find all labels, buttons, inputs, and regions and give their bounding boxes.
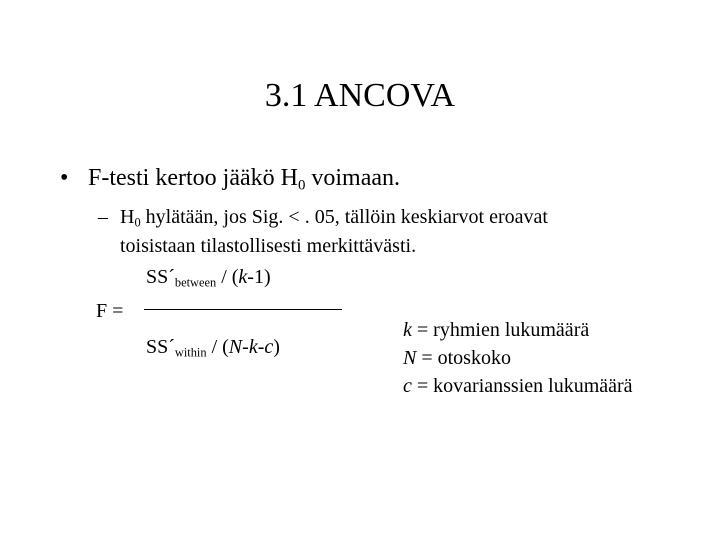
subscript-between: between (174, 275, 217, 290)
definition-symbol: N (403, 347, 417, 369)
numerator-text: / ( (216, 266, 239, 288)
bullet2-line-2: toisistaan tilastollisesti merkittävästi. (120, 235, 417, 257)
ss-symbol: SS´ (146, 266, 175, 288)
formula-denominator (146, 334, 280, 360)
definition-row (403, 344, 633, 372)
definition-row (403, 372, 633, 400)
fraction-line (144, 309, 342, 310)
definition-symbol: k (403, 319, 412, 341)
variable-definitions (403, 316, 633, 400)
denominator-text: / ( (206, 336, 229, 358)
definition-text: = kovarianssien lukumäärä (411, 375, 633, 397)
bullet2-line-1 (98, 203, 698, 232)
subscript-within: within (174, 345, 207, 360)
denominator-text-end: ) (273, 336, 280, 358)
dash-marker: – (98, 206, 108, 228)
definition-text: = ryhmien lukumäärä (411, 319, 590, 341)
definition-symbol: c (403, 375, 412, 397)
bullet2-line-1-text: hylätään, jos Sig. < . 05, tällöin keskiarvot eroavat (140, 206, 548, 228)
bullet-level-1 (60, 162, 400, 194)
bullet-level-2 (98, 203, 698, 261)
bullet-marker: • (60, 165, 69, 191)
bullet-text: F-testi kertoo jääkö H (88, 165, 298, 191)
definition-text: = otoskoko (416, 347, 511, 369)
subscript: 0 (297, 177, 306, 194)
k-variable: k (248, 336, 258, 358)
n-variable: N (228, 336, 243, 358)
k-variable: k (238, 266, 248, 288)
formula-numerator (146, 264, 271, 290)
slide-title: 3.1 ANCOVA (264, 77, 456, 114)
bullet-text-end: voimaan. (305, 165, 401, 191)
numerator-text-end: -1) (247, 266, 271, 288)
h-symbol: H (120, 206, 135, 228)
minus-sign: - (257, 336, 265, 358)
ss-symbol: SS´ (146, 336, 175, 358)
c-variable: c (264, 336, 274, 358)
minus-sign: - (242, 336, 249, 358)
definition-row (403, 316, 633, 344)
formula-f-label: F = (96, 300, 124, 322)
subscript: 0 (134, 215, 141, 230)
